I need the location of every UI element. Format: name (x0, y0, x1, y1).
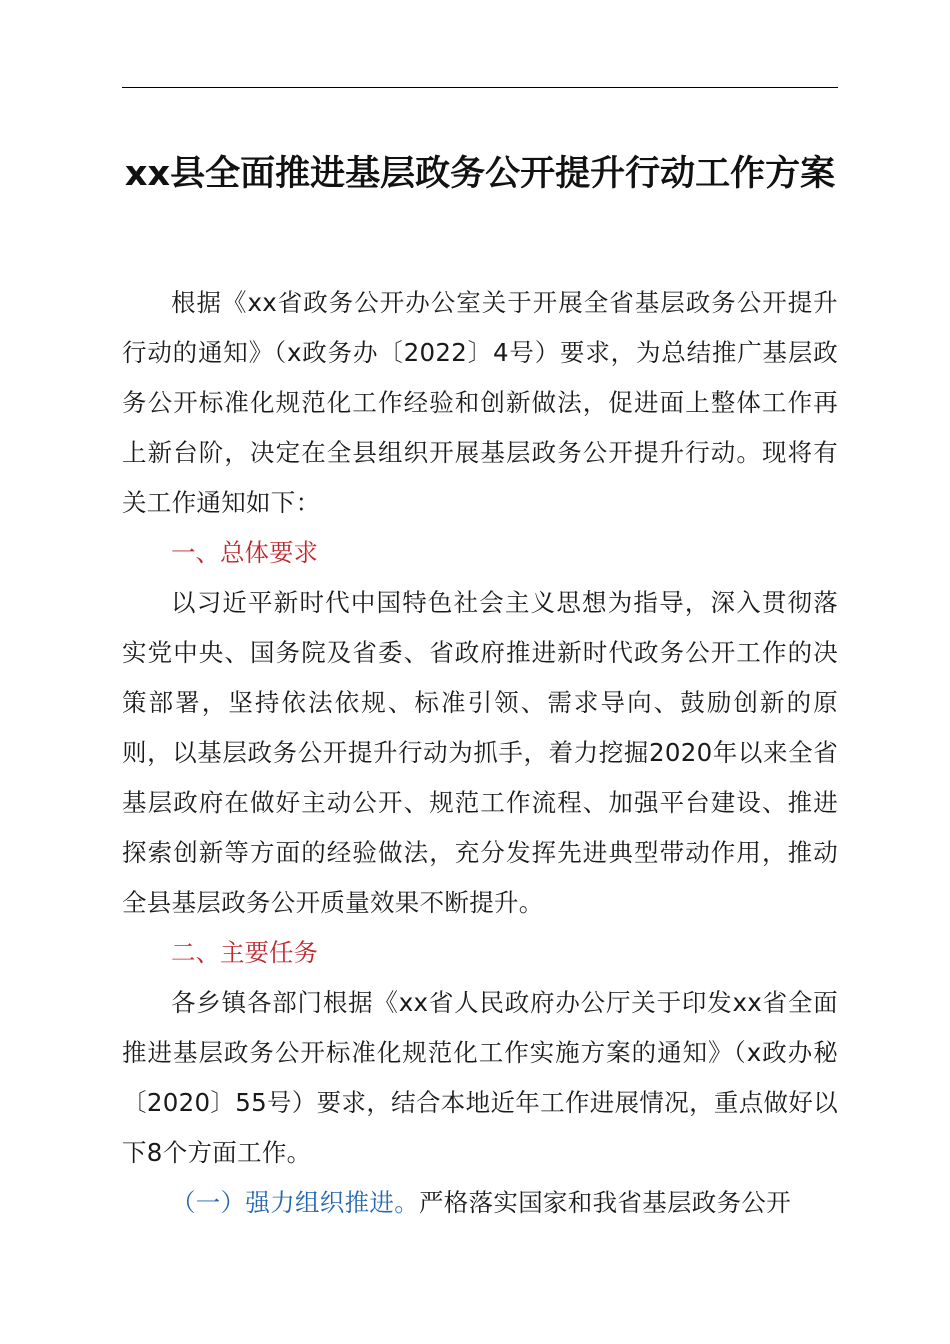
task-item-1 (122, 1178, 838, 1228)
general-requirements-paragraph: 以习近平新时代中国特色社会主义思想为指导，深入贯彻落实党中央、国务院及省委、省政府推进新时代政务公开工作的决策部署，坚持依法依规、标准引领、需求导向、鼓励创新的原则，以基层政务公开提升行动为抓手，着力挖掘2020年以来全省基层政府在做好主动公开、规范工作流程、加强平台建设、推进探索创新等方面的经验做法，充分发挥先进典型带动作用，推动全县基层政务公开质量效果不断提升。 (122, 588, 838, 917)
task-item-1-text: 严格落实国家和我省基层政务公开 (419, 1188, 791, 1217)
header-rule (122, 87, 838, 88)
section-heading-main-tasks: 二、主要任务 (171, 938, 318, 967)
document-title: xx县全面推进基层政务公开提升行动工作方案 (124, 154, 836, 194)
document-body (122, 278, 838, 1228)
section-heading-general-requirements: 一、总体要求 (171, 538, 318, 567)
intro-paragraph: 根据《xx省政务公开办公室关于开展全省基层政务公开提升行动的通知》（x政务办〔2022〕4号）要求，为总结推广基层政务公开标准化规范化工作经验和创新做法，促进面上整体工作再上新台阶，决定在全县组织开展基层政务公开提升行动。现将有关工作通知如下： (122, 288, 838, 517)
main-tasks-paragraph: 各乡镇各部门根据《xx省人民政府办公厅关于印发xx省全面推进基层政务公开标准化规范化工作实施方案的通知》（x政办秘〔2020〕55号）要求，结合本地近年工作进展情况，重点做好以下8个方面工作。 (122, 988, 838, 1167)
task-item-1-label: （一）强力组织推进。 (171, 1188, 419, 1217)
